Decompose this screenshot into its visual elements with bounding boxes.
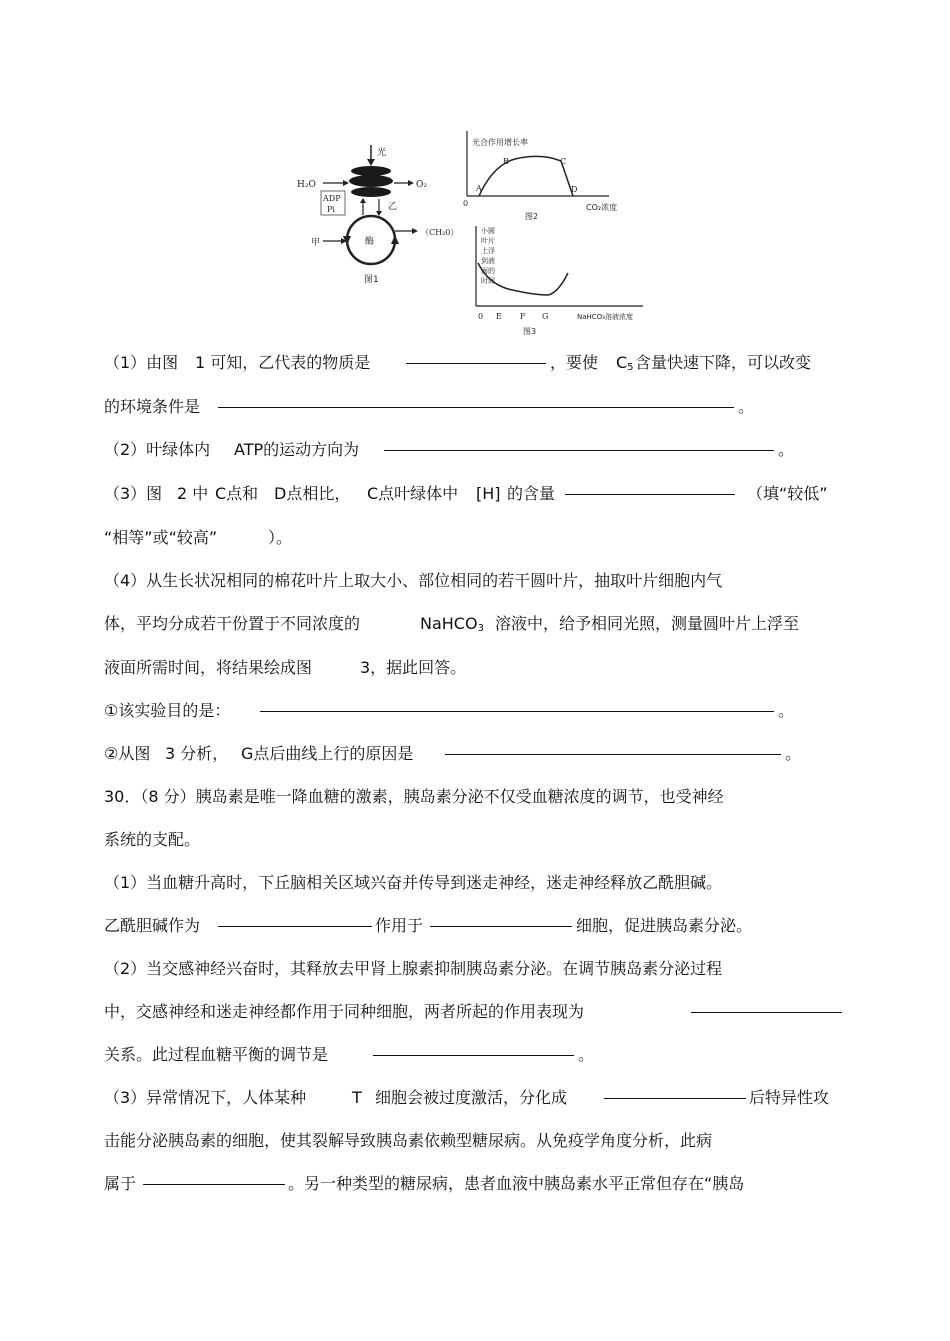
q2-part-b: ATP的运动方向为 xyxy=(234,440,360,459)
question-30-1-line-2 xyxy=(0,913,950,939)
fig3-x-axis-label: NaHCO₃溶液浓度 xyxy=(577,313,633,321)
q30-3-cont-a: 击能分泌胰岛素的细胞，使其裂解导致胰岛素依赖型糖尿病。从免疫学角度分析，此病 xyxy=(104,1131,713,1150)
thylakoid-stack-icon xyxy=(349,166,393,197)
q30-1-cont-b: 作用于 xyxy=(375,916,424,935)
q30-1-blank-cell[interactable] xyxy=(430,926,572,927)
q30-3-part-c: 细胞会被过度激活，分化成 xyxy=(375,1088,568,1107)
fig3-ylabel-5: 面的 xyxy=(481,267,495,275)
q1-blank-yi[interactable] xyxy=(406,363,546,364)
q30-1-part-a: （1）当血糖升高时，下丘脑相关区域兴奋并传导到迷走神经，迷走神经释放乙酰胆碱。 xyxy=(104,873,723,892)
fig3-point-g: G xyxy=(542,312,549,321)
q1-c5-subscript: 5 xyxy=(627,362,634,373)
q4-blank-reason[interactable] xyxy=(445,754,781,755)
fig1-o2-label: O₂ xyxy=(416,180,427,190)
fig3-ylabel-4: 到液 xyxy=(481,257,495,265)
fig1-yi-label: 乙 xyxy=(388,202,398,212)
q30-2-cont-a: 中，交感神经和迷走神经都作用于同种细胞，两者所起的作用表现为 xyxy=(104,1002,585,1021)
q4-nahco-subscript: 3 xyxy=(477,623,484,634)
q4-nahco-label: NaHCO xyxy=(420,614,478,633)
fig2-chart xyxy=(463,131,617,221)
fig1-caption: 图1 xyxy=(364,275,379,285)
q4-sub2-b: 3 分析， xyxy=(165,744,229,763)
fig3-point-f: F xyxy=(520,312,526,321)
q3-part-c: C点和 xyxy=(215,484,259,503)
question-30-3-line-3 xyxy=(0,1171,950,1197)
fig2-point-a: A xyxy=(476,184,482,193)
q1-c5-symbol: C xyxy=(616,353,628,372)
q30-1-cont-c: 细胞，促进胰岛素分泌。 xyxy=(576,916,753,935)
q30-2-part-a: （2）当交感神经兴奋时，其释放去甲肾上腺素抑制胰岛素分泌。在调节胰岛素分泌过程 xyxy=(104,959,723,978)
q1-cont-a: 的环境条件是 xyxy=(104,397,201,416)
q4-cont3-a: 液面所需时间，将结果绘成图 xyxy=(104,658,313,677)
q3-cont-b: ）。 xyxy=(268,528,293,547)
q3-part-f: [H] xyxy=(476,484,501,503)
fig3-ylabel-1: 小圆 xyxy=(481,227,495,235)
q30-3-part-d: 后特异性攻 xyxy=(749,1088,830,1107)
fig3-ylabel-6: 时间 xyxy=(481,277,495,285)
q3-part-e: C点叶绿体中 xyxy=(367,484,459,503)
q2-part-c: 。 xyxy=(778,440,795,459)
question-30-2-line xyxy=(0,956,950,982)
question-4-sub-1 xyxy=(0,698,950,724)
q4-sub2-c: G点后曲线上行的原因是 xyxy=(241,744,414,763)
q30-3-blank-cell[interactable] xyxy=(604,1098,746,1099)
figure-panel xyxy=(293,123,649,346)
q4-sub1-a: ①该实验目的是： xyxy=(104,701,231,720)
q4-blank-purpose[interactable] xyxy=(260,711,774,712)
fig2-point-c: C xyxy=(560,157,567,166)
q4-sub2-d: 。 xyxy=(785,744,802,763)
q3-part-h: （填“较低” xyxy=(747,484,828,503)
q3-part-g: 的含量 xyxy=(507,484,556,503)
question-2-line xyxy=(0,437,950,463)
question-30-3-line-2 xyxy=(0,1128,950,1154)
q30-cont-a: 系统的支配。 xyxy=(104,830,201,849)
fig3-point-e: E xyxy=(496,312,502,321)
photosynthesis-figures xyxy=(293,123,649,346)
q2-blank-atp[interactable] xyxy=(384,450,774,451)
fig1-adp-label: ADP xyxy=(323,194,341,203)
fig3-ylabel-3: 上浮 xyxy=(481,247,495,255)
question-3-line xyxy=(0,481,950,507)
fig1-h2o-label: H₂O xyxy=(297,180,316,190)
question-3-line-2 xyxy=(0,525,950,551)
question-4-line-2 xyxy=(0,611,950,637)
q1-blank-condition[interactable] xyxy=(218,407,734,408)
q30-2-blank-relation[interactable] xyxy=(691,1012,842,1013)
fig2-y-axis-label: 光合作用增长率 xyxy=(472,138,528,147)
fig3-caption: 图3 xyxy=(523,327,537,336)
q4-sub1-b: 。 xyxy=(778,701,795,720)
fig1-jia-label: 甲 xyxy=(311,238,321,248)
fig2-x-axis-label: CO₂浓度 xyxy=(586,203,618,212)
q30-3-part-b: T xyxy=(352,1088,362,1107)
q4-cont-c: 溶液中，给予相同光照，测量圆叶片上浮至 xyxy=(495,614,800,633)
question-30-1-line xyxy=(0,870,950,896)
q30-3-cont3-a: 属于 xyxy=(104,1174,137,1193)
q30-1-cont-a: 乙酰胆碱作为 xyxy=(104,916,201,935)
fig2-origin: 0 xyxy=(463,199,469,208)
q30-3-part-a: （3）异常情况下，人体某种 xyxy=(104,1088,307,1107)
q30-2-cont3-a: 关系。此过程血糖平衡的调节是 xyxy=(104,1045,329,1064)
question-30-3-line xyxy=(0,1085,950,1111)
fig1-ch2o-label: （CH₂0） xyxy=(421,228,459,237)
q1-part-c: ，要使 xyxy=(550,353,599,372)
q30-1-blank-role[interactable] xyxy=(218,926,372,927)
q30-2-blank-regulation[interactable] xyxy=(373,1055,574,1056)
q3-part-d: D点相比， xyxy=(274,484,351,503)
q30-3-blank-disease[interactable] xyxy=(143,1184,285,1185)
q30-3-cont3-b: 。另一种类型的糖尿病，患者血液中胰岛素水平正常但存在“胰岛 xyxy=(288,1174,745,1193)
fig3-chart xyxy=(476,226,643,336)
fig2-point-b: B xyxy=(503,157,509,166)
fig1-pi-label: Pi xyxy=(327,205,335,214)
q30-part-a: 30．（8 分）胰岛素是唯一降血糖的激素，胰岛素分泌不仅受血糖浓度的调节，也受神经 xyxy=(104,787,724,806)
question-30-2-line-3 xyxy=(0,1042,950,1068)
q3-cont-a: “相等”或“较高” xyxy=(104,528,218,547)
q4-sub2-a: ②从图 xyxy=(104,744,151,763)
q3-part-a: （3）图 xyxy=(104,484,163,503)
question-30-2-line-2 xyxy=(0,999,950,1025)
question-30-line-2 xyxy=(0,827,950,853)
q1-cont-b: 。 xyxy=(738,397,755,416)
fig1-enzyme-label: 酶 xyxy=(365,237,375,247)
q1-part-a: （1）由图 xyxy=(104,353,179,372)
question-30-line xyxy=(0,784,950,810)
q4-cont3-b: 3，据此回答。 xyxy=(360,658,467,677)
fig3-origin: 0 xyxy=(478,312,484,321)
fig1-light-label: 光 xyxy=(377,148,387,158)
fig1-diagram xyxy=(297,145,458,285)
q4-part-a: （4）从生长状况相同的棉花叶片上取大小、部位相同的若干圆叶片，抽取叶片细胞内气 xyxy=(104,571,723,590)
q3-part-b: 2 中 xyxy=(177,484,209,503)
q3-blank-h[interactable] xyxy=(565,494,735,495)
q4-cont-a: 体，平均分成若干份置于不同浓度的 xyxy=(104,614,361,633)
fig2-curve xyxy=(479,156,573,196)
question-4-line xyxy=(0,568,950,594)
q1-part-e: 含量快速下降，可以改变 xyxy=(635,353,812,372)
fig2-caption: 图2 xyxy=(525,212,539,221)
q2-part-a: （2）叶绿体内 xyxy=(104,440,211,459)
fig3-ylabel-2: 叶片 xyxy=(481,237,495,245)
question-1-line xyxy=(0,350,950,376)
question-4-line-3 xyxy=(0,655,950,681)
question-1-line-2 xyxy=(0,394,950,420)
question-4-sub-2 xyxy=(0,741,950,767)
fig2-point-d: D xyxy=(571,185,578,194)
q1-part-b: 1 可知，乙代表的物质是 xyxy=(195,353,371,372)
q30-2-cont3-b: 。 xyxy=(578,1045,595,1064)
